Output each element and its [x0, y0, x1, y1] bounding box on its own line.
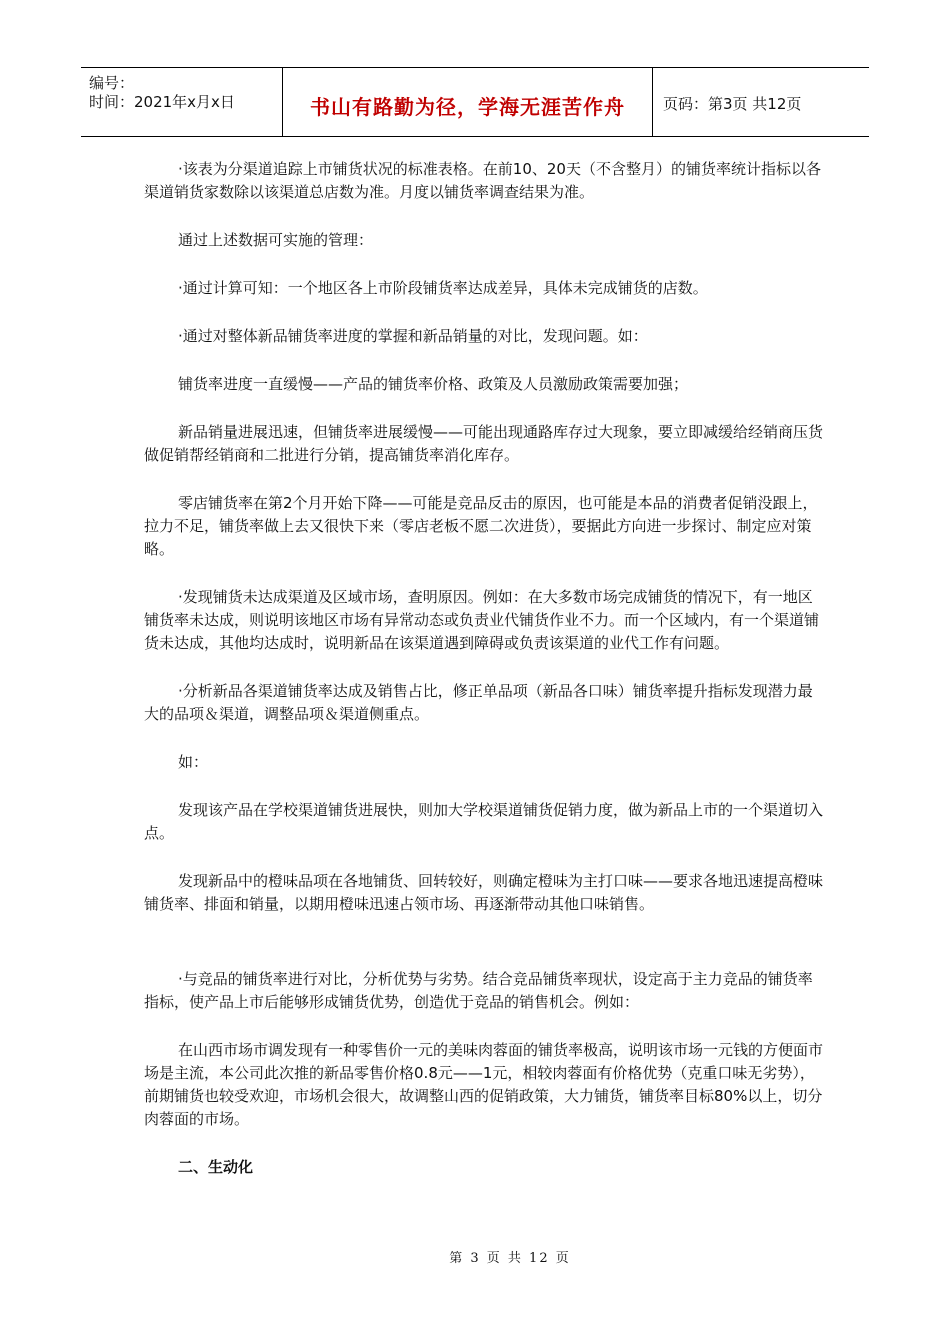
- page-footer: [0, 1247, 950, 1266]
- paragraph: 在山西市场市调发现有一种零售价一元的美味肉蓉面的铺货率极高，说明该市场一元钱的方便面市场是主流，本公司此次推的新品零售价格0.8元——1元，相较肉蓉面有价格优势（克重口味无劣势），前期铺货也较受欢迎，市场机会很大，故调整山西的促销政策，大力铺货，铺货率目标80%以上，切分肉蓉面的市场。: [144, 1041, 824, 1128]
- section-heading: 二、生动化: [178, 1158, 254, 1176]
- document-time: 时间：2021年x月x日: [89, 93, 235, 111]
- header-motto: 书山有路勤为径，学海无涯苦作舟: [310, 94, 625, 119]
- header-meta: [81, 68, 283, 136]
- page-info-text: 页码：第3页 共12页: [663, 94, 802, 113]
- header-motto-cell: [283, 68, 653, 136]
- paragraph: ·与竞品的铺货率进行对比，分析优势与劣势。结合竞品铺货率现状，设定高于主力竞品的铺货率指标，使产品上市后能够形成铺货优势，创造优于竞品的销售机会。例如：: [144, 970, 813, 1011]
- document-number: 编号：: [89, 74, 135, 92]
- paragraph: ·通过对整体新品铺货率进度的掌握和新品销量的对比，发现问题。如：: [178, 327, 648, 345]
- paragraph: 零店铺货率在第2个月开始下降——可能是竞品反击的原因，也可能是本品的消费者促销没跟上，拉力不足，铺货率做上去又很快下来（零店老板不愿二次进货），要据此方向进一步探讨、制定应对策略。: [144, 494, 818, 558]
- document-body: [144, 158, 824, 1204]
- paragraph: 如：: [178, 753, 209, 771]
- paragraph: 发现该产品在学校渠道铺货进展快，则加大学校渠道铺货促销力度，做为新品上市的一个渠道切入点。: [144, 801, 824, 842]
- footer-page-number: 第 3 页 共 12 页: [449, 1251, 571, 1266]
- paragraph: ·通过计算可知：一个地区各上市阶段铺货率达成差异，具体未完成铺货的店数。: [178, 279, 708, 297]
- paragraph: 新品销量进展迅速，但铺货率进展缓慢——可能出现通路库存过大现象，要立即减缓给经销商压货做促销帮经销商和二批进行分销，提高铺货率消化库存。: [144, 423, 824, 464]
- paragraph: 通过上述数据可实施的管理：: [178, 231, 374, 249]
- paragraph: ·发现铺货未达成渠道及区域市场，查明原因。例如：在大多数市场完成铺货的情况下，有一地区铺货率未达成，则说明该地区市场有异常动态或负责业代铺货作业不力。而一个区域内，有一个渠道铺货未达成，其他均达成时，说明新品在该渠道遇到障碍或负责该渠道的业代工作有问题。: [144, 588, 820, 652]
- page-header: [81, 67, 869, 137]
- paragraph: ·该表为分渠道追踪上市铺货状况的标准表格。在前10、20天（不含整月）的铺货率统计指标以各渠道销货家数除以该渠道总店数为准。月度以铺货率调查结果为准。: [144, 160, 821, 201]
- paragraph: 铺货率进度一直缓慢——产品的铺货率价格、政策及人员激励政策需要加强；: [178, 375, 689, 393]
- header-page-info: [653, 68, 869, 136]
- paragraph: ·分析新品各渠道铺货率达成及销售占比，修正单品项（新品各口味）铺货率提升指标发现潜力最大的品项＆渠道，调整品项＆渠道侧重点。: [144, 682, 813, 723]
- paragraph: 发现新品中的橙味品项在各地铺货、回转较好，则确定橙味为主打口味——要求各地迅速提高橙味铺货率、排面和销量，以期用橙味迅速占领市场、再逐渐带动其他口味销售。: [144, 872, 824, 913]
